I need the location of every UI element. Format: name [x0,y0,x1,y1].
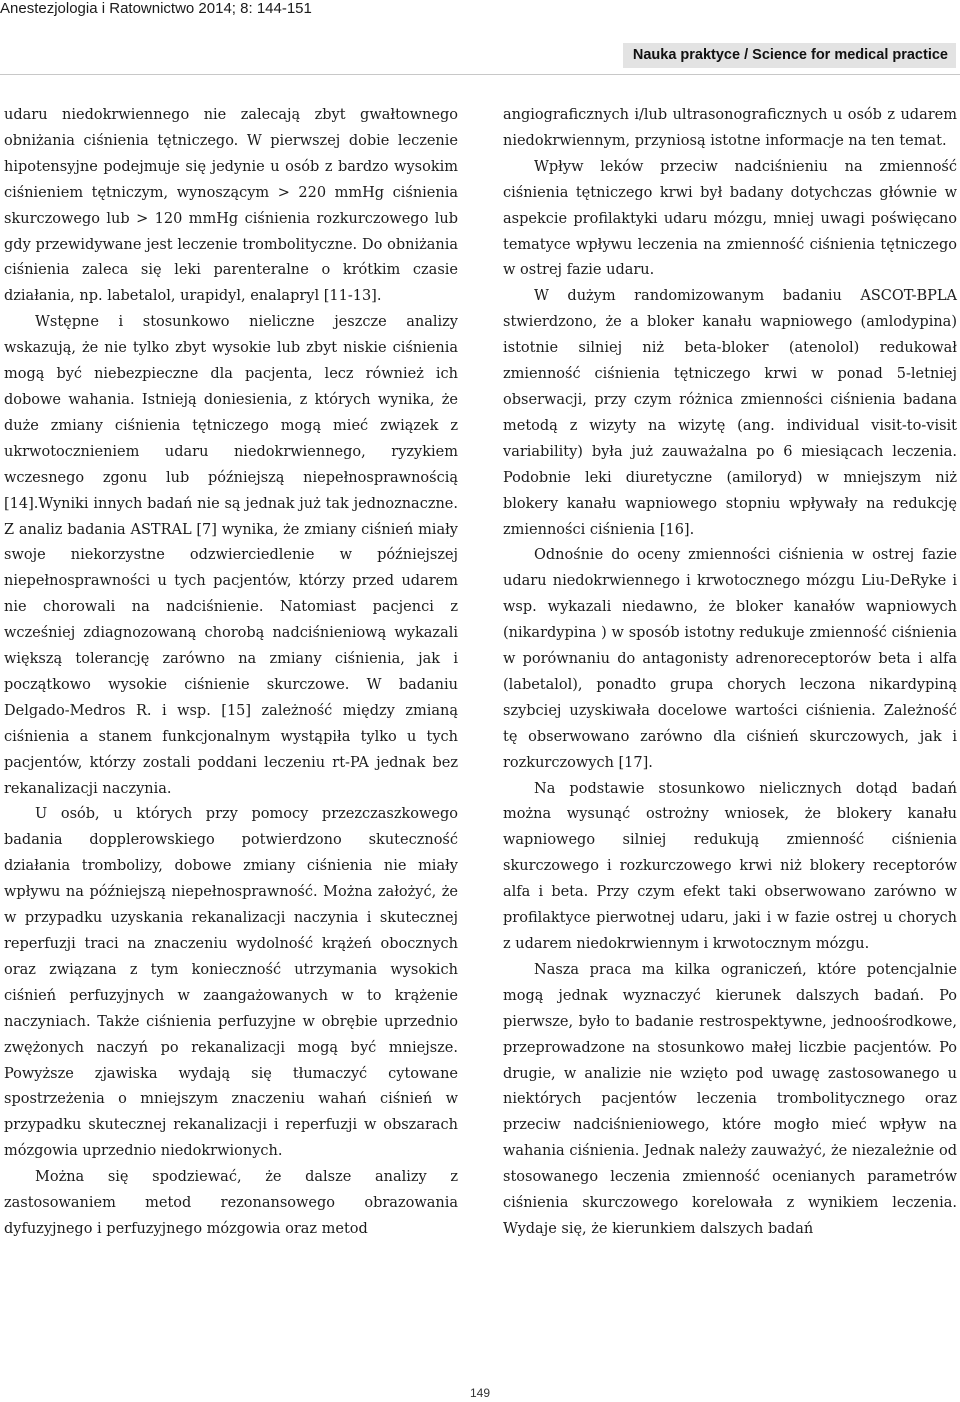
paragraph: Nasza praca ma kilka ograniczeń, które potencjalnie mogą jednak wyznaczyć kierunek dalszych badań. Po pierwsze, było to badanie restrospektywne, jednoośrodkowe, przeprowadzone na stosunkowo małej liczbie pacjentów. Po drugie, w analizie nie wzięto pod uwagę zastosowanego u niektórych pacjentów leczenia trombolitycznego oraz przeciw nadciśnieniowego, które mogło mieć wpływ na wahania ciśnienia. Jednak należy zauważyć, że niezależnie od stosowanego leczenia zmienność ocenianych parametrów ciśnienia skurczowego korelowała z wynikiem leczenia. Wydaje się, że kierunkiem dalszych badań [503,961,957,1237]
paragraph: Odnośnie do oceny zmienności ciśnienia w ostrej fazie udaru niedokrwiennego i krwotocznego mózgu Liu-DeRyke i wsp. wykazali niedawno, że bloker kanałów wapniowych (nikardypina ) w sposób istotny redukuje zmienność ciśnienia w porównaniu do antagonisty adrenoreceptorów beta i alfa (labetalol), ponadto grupa chorych leczona nikardypiną szybciej uzyskiwała docelowe wartości ciśnienia. Zależność tę obserwowano zarówno dla ciśnień skurczowych, jak i rozkurczowych [17]. [503,547,957,771]
section-label: Nauka praktyce / Science for medical practice [623,43,956,68]
paragraph: Wstępne i stosunkowo nieliczne jeszcze analizy wskazują, że nie tylko zbyt wysokie lub zbyt niskie ciśnienia mogą być niebezpieczne dla pacjenta, lecz również ich dobowe wahania. Istnieją doniesienia, z których wynika, że duże zmiany ciśnienia tętniczego mogą mieć związek z ukrwotocznieniem udaru niedokrwiennego, ryzykiem wczesnego zgonu lub późniejszą niepełnosprawnością [14].Wyniki innych badań nie są jednak już tak jednoznaczne. Z analiz badania ASTRAL [7] wynika, że zmiany ciśnień miały swoje niekorzystne odzwierciedlenie w późniejszej niepełnosprawności u tych pacjentów, którzy przed udarem nie chorowali na nadciśnienie. Natomiast pacjenci z wcześniej zdiagnozowaną chorobą nadciśnieniową wykazali większą tolerancję zarówno na zmiany ciśnienia, jak i początkowo wysokie ciśnienie skurczowe. W badaniu Delgado-Medros R. i wsp. [15] zależność między zmianą ciśnienia a stanem funkcjonalnym wystąpiła tylko u tych pacjentów, którzy zostali poddani leczeniu rt-PA jednak bez rekanalizacji naczynia. [4,314,458,797]
paragraph: udaru niedokrwiennego nie zalecają zbyt gwałtownego obniżania ciśnienia tętniczego. W pierwszej dobie leczenie hipotensyjne podejmuje się jedynie u osób z bardzo wysokim ciśnieniem tętniczym, wynoszącym > 220 mmHg ciśnienia skurczowego lub > 120 mmHg ciśnienia rozkurczowego lub gdy przewidywane jest leczenie trombolityczne. Do obniżania ciśnienia zaleca się leki parenteralne o krótkim czasie działania, np. labetalol, urapidyl, enalapryl [11-13]. [4,107,458,305]
page-number: 149 [469,1386,491,1400]
paragraph: Można się spodziewać, że dalsze analizy z zastosowaniem metod rezonansowego obrazowania dyfuzyjnego i perfuzyjnego mózgowia oraz metod [4,1169,458,1237]
journal-citation: Anestezjologia i Ratownictwo 2014; 8: 144-151 [0,0,312,17]
paragraph: Wpływ leków przeciw nadciśnieniu na zmienność ciśnienia tętniczego krwi był badany dotychczas głównie w aspekcie profilaktyki udaru mózgu, mniej uwagi poświęcano tematyce wpływu leczenia na zmienność ciśnienia tętniczego w ostrej fazie udaru. [503,158,957,279]
paragraph: W dużym randomizowanym badaniu ASCOT-BPLA stwierdzono, że a bloker kanału wapniowego (amlodypina) istotnie silniej niż beta-bloker (atenolol) redukował zmienność ciśnienia tętniczego krwi w ponad 5-letniej obserwacji, przy czym różnica zmienności ciśnienia badana metodą z wizyty na wizytę (ang. individual visit-to-visit variability) była już zauważalna po 6 miesiącach leczenia. Podobnie leki diuretyczne (amiloryd) w mniejszym niż blokery kanału wapniowego stopniu wpływały na redukcję zmienności ciśnienia [16]. [503,288,957,538]
left-column [4,103,458,1243]
header-rule [0,74,960,75]
paragraph: Na podstawie stosunkowo nielicznych dotąd badań można wysunąć ostrożny wniosek, że blokery kanału wapniowego silniej redukują zmienność ciśnienia skurczowego i rozkurczowego krwi niż blokery receptorów alfa i beta. Przy czym efekt taki obserwowano zarówno w profilaktyce pierwotnej udaru, jaki i w fazie ostrej u chorych z udarem niedokrwiennym i krwotocznym mózgu. [503,780,957,952]
right-column [503,103,957,1243]
paragraph: angiograficznych i/lub ultrasonograficznych u osób z udarem niedokrwiennym, przyniosą istotne informacje na ten temat. [503,107,957,149]
paragraph: U osób, u których przy pomocy przezczaszkowego badania dopplerowskiego potwierdzono skuteczność działania trombolizy, dobowe zmiany ciśnienia nie miały wpływu na późniejszą niepełnosprawność. Można założyć, że w przypadku uzyskania rekanalizacji naczynia i skutecznej reperfuzji traci na znaczeniu wydolność krążeń obocznych oraz związana z tym konieczność utrzymania wysokich ciśnień perfuzyjnych w zaangażowanych w to krążenie naczyniach. Także ciśnienia perfuzyjne w obrębie uprzednio zwężonych naczyń po rekanalizacji mogą być mniejsze. Powyższe zjawiska wydają się tłumaczyć cytowane spostrzeżenia o mniejszym znaczeniu wahań ciśnień w przypadku skutecznej rekanalizacji i reperfuzji w obszarach mózgowia uprzednio niedokrwionych. [4,806,458,1160]
